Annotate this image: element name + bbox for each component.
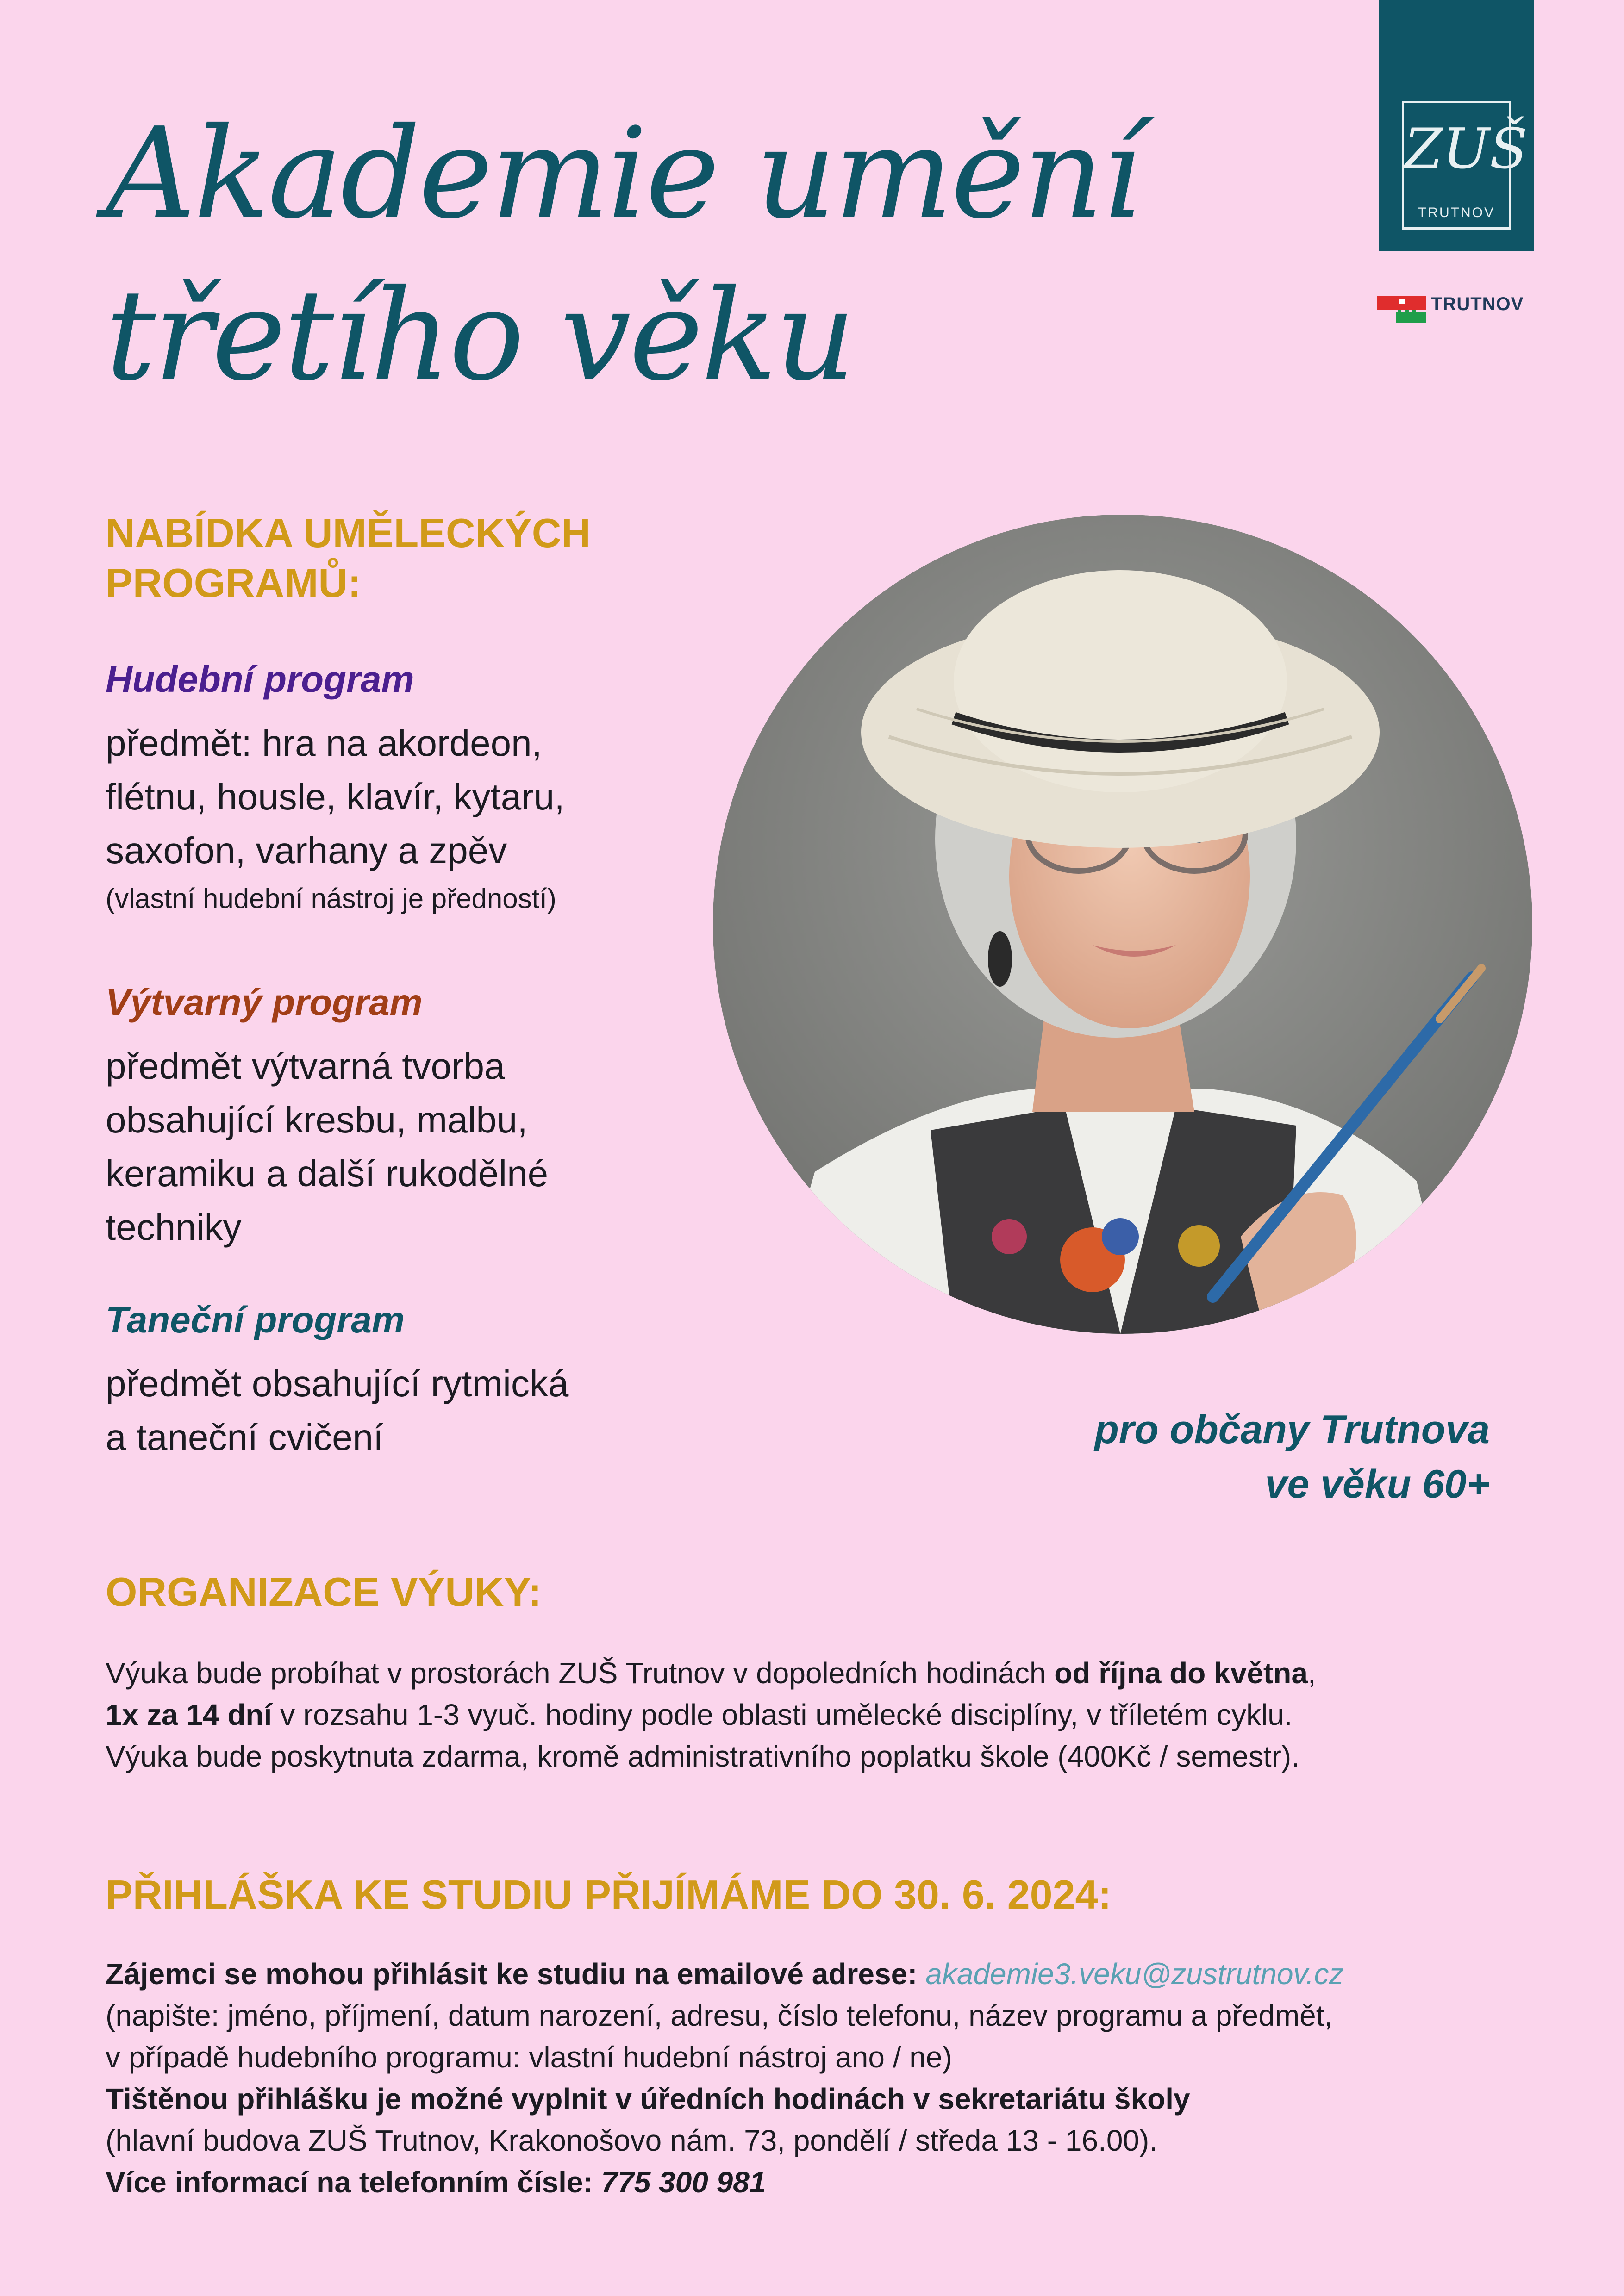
application-paragraph: [106, 1953, 1555, 2203]
organization-text: v rozsahu 1-3 vyuč. hodiny podle oblasti umělecké disciplíny, v tříletém cyklu.: [272, 1698, 1293, 1731]
organization-line-1: [106, 1652, 1541, 1694]
offer-heading-line-2: PROGRAMŮ:: [106, 560, 362, 606]
art-program-line: předmět výtvarná tvorba: [106, 1045, 505, 1087]
organization-paragraph: [106, 1652, 1541, 1777]
art-program-title: Výtvarný program: [106, 982, 423, 1023]
trutnov-city-logo: [1377, 294, 1535, 331]
music-program-line: flétnu, housle, klavír, kytaru,: [106, 776, 565, 817]
application-phone-line: [106, 2161, 1555, 2203]
zus-logo: [1379, 0, 1534, 251]
portrait-illustration: [713, 515, 1532, 1334]
offer-heading-line-1: NABÍDKA UMĚLECKÝCH: [106, 510, 591, 556]
organization-line-3: Výuka bude poskytnuta zdarma, kromě administrativního poplatku škole (400Kč / semestr).: [106, 1740, 1299, 1773]
dance-program-body: [106, 1357, 707, 1464]
dance-program-title: Taneční program: [106, 1299, 405, 1340]
title-line-1: Akademie umění: [106, 100, 1140, 246]
zus-logo-frame: [1402, 101, 1528, 230]
organization-text: Výuka bude probíhat v prostorách ZUŠ Trutnov v dopoledních hodinách: [106, 1656, 1055, 1690]
dance-program-line: předmět obsahující rytmická: [106, 1363, 569, 1404]
senior-woman-photo: [713, 515, 1532, 1334]
art-program: [106, 979, 707, 1254]
music-program-line: saxofon, varhany a zpěv: [106, 830, 507, 871]
application-printed-text: Tištěnou přihlášku je možné vyplnit v úředních hodinách v sekretariátu školy: [106, 2082, 1190, 2116]
application-address-line: (hlavní budova ZUŠ Trutnov, Krakonošovo nám. 73, pondělí / středa 13 - 16.00).: [106, 2124, 1158, 2157]
art-program-line: techniky: [106, 1207, 242, 1248]
organization-text: ,: [1307, 1656, 1316, 1690]
zus-logo-mark: ZUŠ: [1404, 117, 1528, 181]
music-program-title: Hudební program: [106, 659, 414, 700]
organization-emphasis: od října do května: [1054, 1656, 1308, 1690]
page-title: [106, 93, 1309, 417]
music-program-body: [106, 716, 707, 877]
dance-program-line: a taneční cvičení: [106, 1417, 384, 1458]
art-program-line: obsahující kresbu, malbu,: [106, 1099, 528, 1140]
application-printed-line: [106, 2078, 1555, 2120]
trutnov-emblem-icon: [1377, 294, 1428, 331]
trutnov-logo-text: TRUTNOV: [1431, 294, 1524, 314]
target-audience-tagline: [1094, 1402, 1490, 1512]
zus-logo-city: TRUTNOV: [1418, 205, 1495, 220]
application-phone-lead: Více informací na telefonním čísle:: [106, 2165, 601, 2199]
application-phone-number[interactable]: 775 300 981: [601, 2165, 766, 2199]
organization-heading: ORGANIZACE VÝUKY:: [106, 1569, 542, 1615]
music-program: [106, 656, 707, 917]
offer-heading: [106, 508, 591, 608]
application-email-link[interactable]: akademie3.veku@zustrutnov.cz: [925, 1957, 1344, 1991]
music-program-note: (vlastní hudební nástroj je předností): [106, 883, 556, 914]
application-details-line: (napište: jméno, příjmení, datum narození, adresu, číslo telefonu, název programu a předmět,: [106, 1999, 1333, 2032]
organization-line-2: [106, 1694, 1541, 1736]
art-program-line: keramiku a další rukodělné: [106, 1153, 549, 1194]
dance-program: [106, 1297, 707, 1464]
application-details-line: v případě hudebního programu: vlastní hudební nástroj ano / ne): [106, 2041, 952, 2074]
application-email-line: [106, 1953, 1555, 1995]
application-email-lead: Zájemci se mohou přihlásit ke studiu na emailové adrese:: [106, 1957, 926, 1991]
tagline-line-1: pro občany Trutnova: [1094, 1407, 1490, 1452]
organization-emphasis: 1x za 14 dní: [106, 1698, 272, 1731]
music-program-line: předmět: hra na akordeon,: [106, 722, 542, 764]
art-program-body: [106, 1039, 707, 1254]
title-line-2: třetího věku: [106, 262, 854, 408]
tagline-line-2: ve věku 60+: [1265, 1462, 1490, 1506]
application-heading: PŘIHLÁŠKA KE STUDIU PŘIJÍMÁME DO 30. 6. 2024:: [106, 1872, 1112, 1917]
